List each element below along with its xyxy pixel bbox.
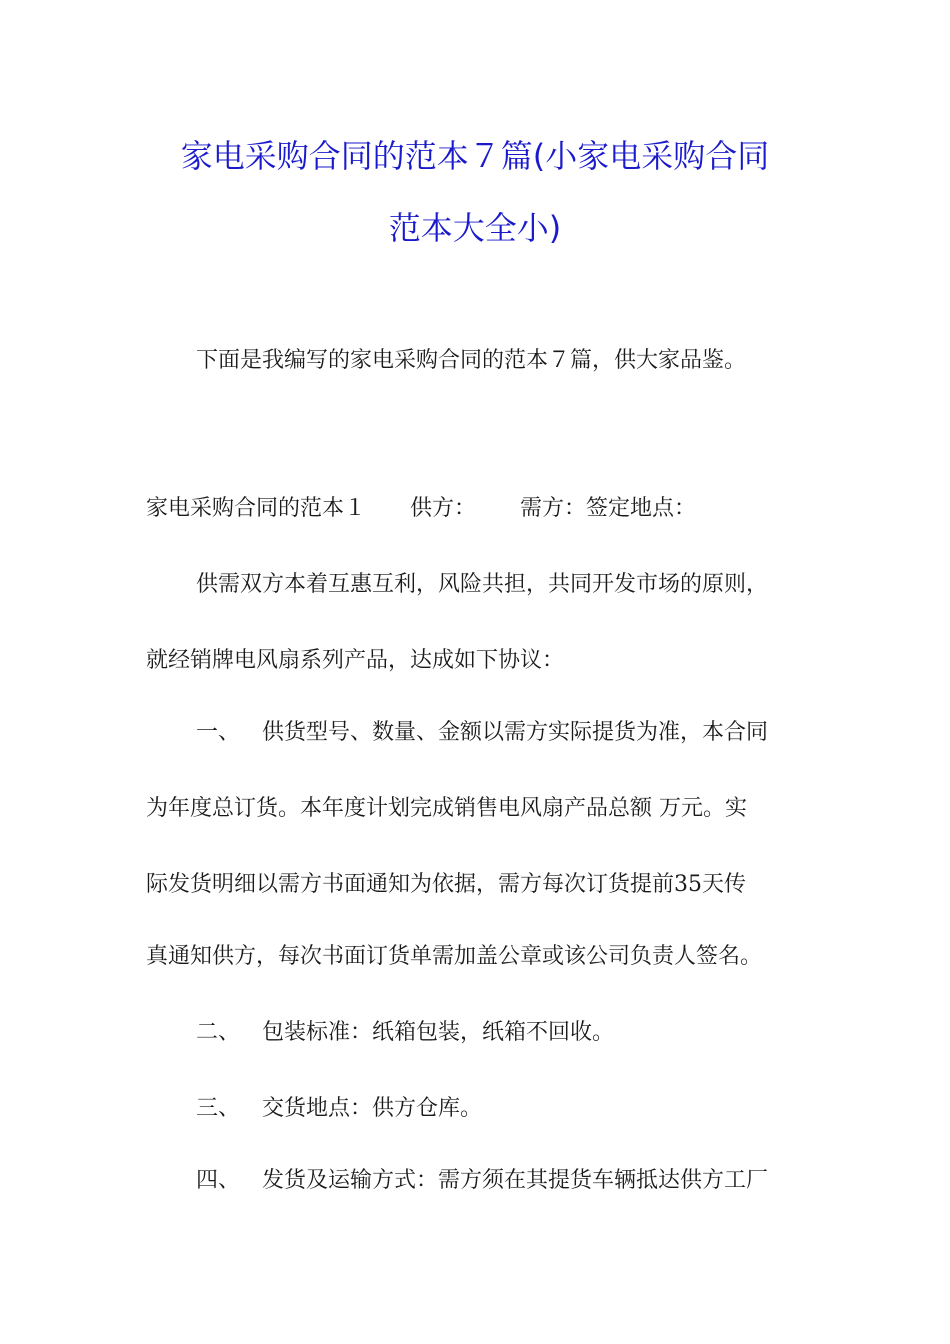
clause-number: 一、 (196, 720, 241, 745)
paragraph-line: 为年度总订货。本年度计划完成销售电风扇产品总额 万元。实 (146, 796, 747, 821)
clause-2-line (196, 1018, 614, 1048)
document-title-line1: 家电采购合同的范本７篇(小家电采购合同 (180, 137, 770, 175)
section-heading: 家电采购合同的范本１ (146, 496, 367, 521)
paragraph-line: 际发货明细以需方书面通知为依据，需方每次订货提前35天传 (146, 872, 746, 897)
clause-text: 供货型号、数量、金额以需方实际提货为准，本合同 (262, 720, 769, 745)
clause-text: 发货及运输方式：需方须在其提货车辆抵达供方工厂 (262, 1168, 769, 1193)
paragraph-line: 真通知供方，每次书面订货单需加盖公章或该公司负责人签名。 (146, 944, 763, 969)
buyer-label: 需方：签定地点： (520, 496, 697, 521)
clause-1-line (196, 718, 768, 748)
intro-paragraph: 下面是我编写的家电采购合同的范本７篇，供大家品鉴。 (196, 348, 747, 373)
clause-number: 三、 (196, 1096, 241, 1121)
supplier-label: 供方： (410, 496, 477, 521)
paragraph-line: 供需双方本着互惠互利，风险共担，共同开发市场的原则， (196, 572, 769, 597)
document-title-line2: 范本大全小) (388, 209, 562, 247)
section-heading-line (146, 494, 696, 524)
clause-number: 四、 (196, 1168, 241, 1193)
clause-4-line (196, 1166, 768, 1196)
paragraph-line: 就经销牌电风扇系列产品，达成如下协议： (146, 648, 565, 673)
clause-text: 包装标准：纸箱包装，纸箱不回收。 (262, 1020, 615, 1045)
clause-3-line (196, 1094, 482, 1124)
clause-number: 二、 (196, 1020, 241, 1045)
clause-text: 交货地点：供方仓库。 (262, 1096, 483, 1121)
